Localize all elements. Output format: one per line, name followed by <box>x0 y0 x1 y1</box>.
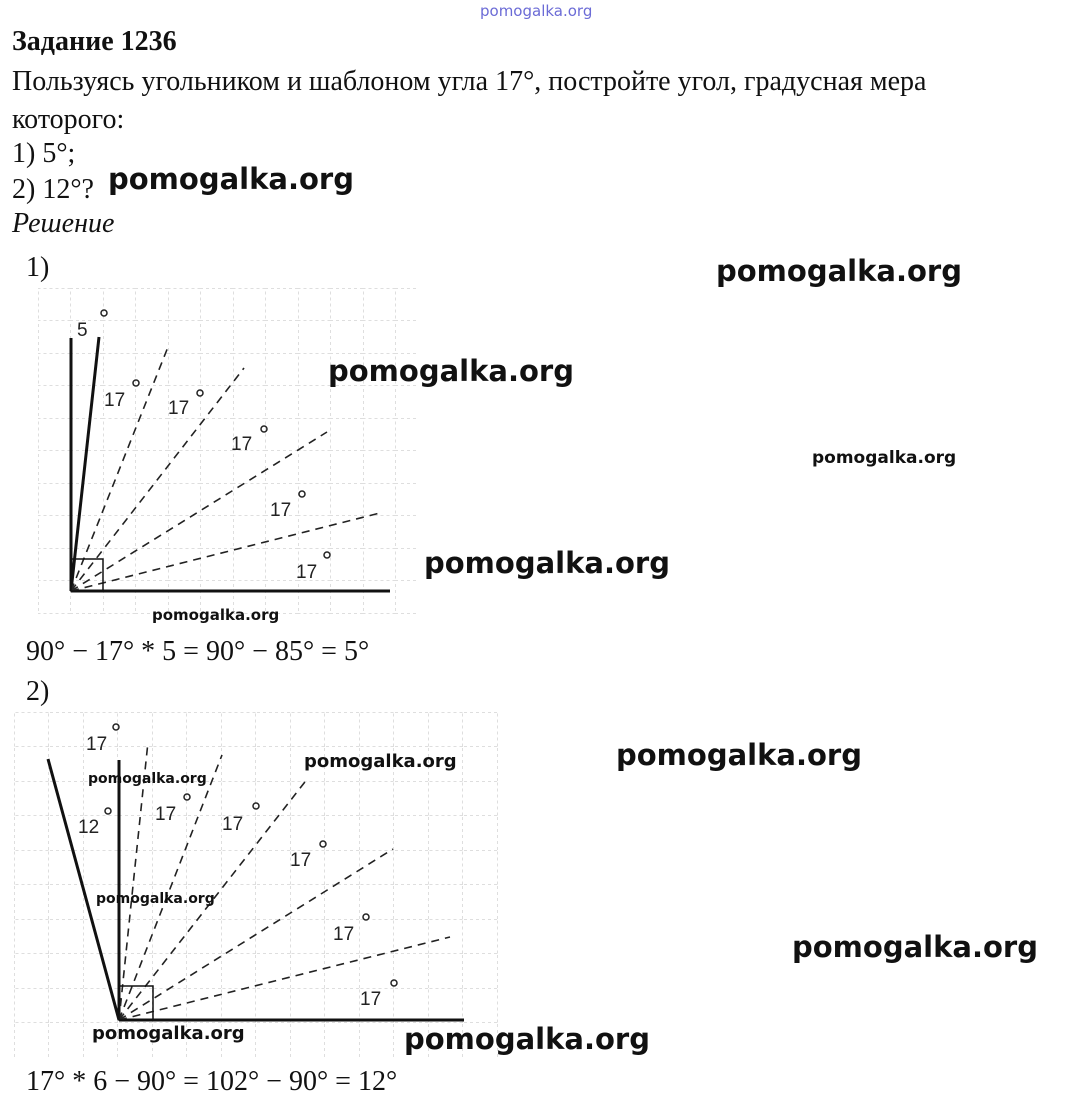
task-item-2: 2) 12°? <box>12 174 94 205</box>
label-17: 17 <box>104 390 126 411</box>
label-17: 17 <box>155 804 177 825</box>
watermark: pomogalka.org <box>404 1022 650 1056</box>
part1-formula: 90° − 17° * 5 = 90° − 85° = 5° <box>26 636 370 667</box>
label-17: 17 <box>296 562 318 583</box>
watermark: pomogalka.org <box>88 771 207 787</box>
task-title: Задание 1236 <box>12 26 177 57</box>
label-17: 17 <box>333 924 355 945</box>
task-text-line2: которого: <box>12 104 125 135</box>
label-17: 17 <box>360 989 382 1010</box>
part2-formula: 17° * 6 − 90° = 102° − 90° = 12° <box>26 1066 398 1097</box>
watermark: pomogalka.org <box>328 354 574 388</box>
watermark: pomogalka.org <box>812 448 957 468</box>
watermark: pomogalka.org <box>108 162 354 196</box>
top-watermark[interactable]: pomogalka.org <box>480 2 593 20</box>
label-17: 17 <box>290 850 312 871</box>
watermark: pomogalka.org <box>304 751 457 772</box>
solution-heading: Решение <box>12 208 115 239</box>
label-17: 17 <box>270 500 292 521</box>
grid-1 <box>38 288 416 616</box>
watermark: pomogalka.org <box>96 891 215 907</box>
part1-label: 1) <box>26 252 50 283</box>
task-text-line1: Пользуясь угольником и шаблоном угла 17°, постройте угол, градусная мера <box>12 66 927 97</box>
watermark: pomogalka.org <box>792 930 1038 964</box>
watermark: pomogalka.org <box>424 546 670 580</box>
label-12: 12 <box>78 817 100 838</box>
part2-label: 2) <box>26 676 50 707</box>
task-item-1: 1) 5°; <box>12 138 76 169</box>
label-17: 17 <box>168 398 190 419</box>
watermark: pomogalka.org <box>716 254 962 288</box>
label-5: 5 <box>77 320 88 341</box>
figure-1 <box>38 288 416 616</box>
label-17: 17 <box>231 434 253 455</box>
watermark: pomogalka.org <box>92 1023 245 1044</box>
watermark: pomogalka.org <box>616 738 862 772</box>
watermark: pomogalka.org <box>152 606 280 624</box>
label-17: 17 <box>222 814 244 835</box>
label-17: 17 <box>86 734 108 755</box>
